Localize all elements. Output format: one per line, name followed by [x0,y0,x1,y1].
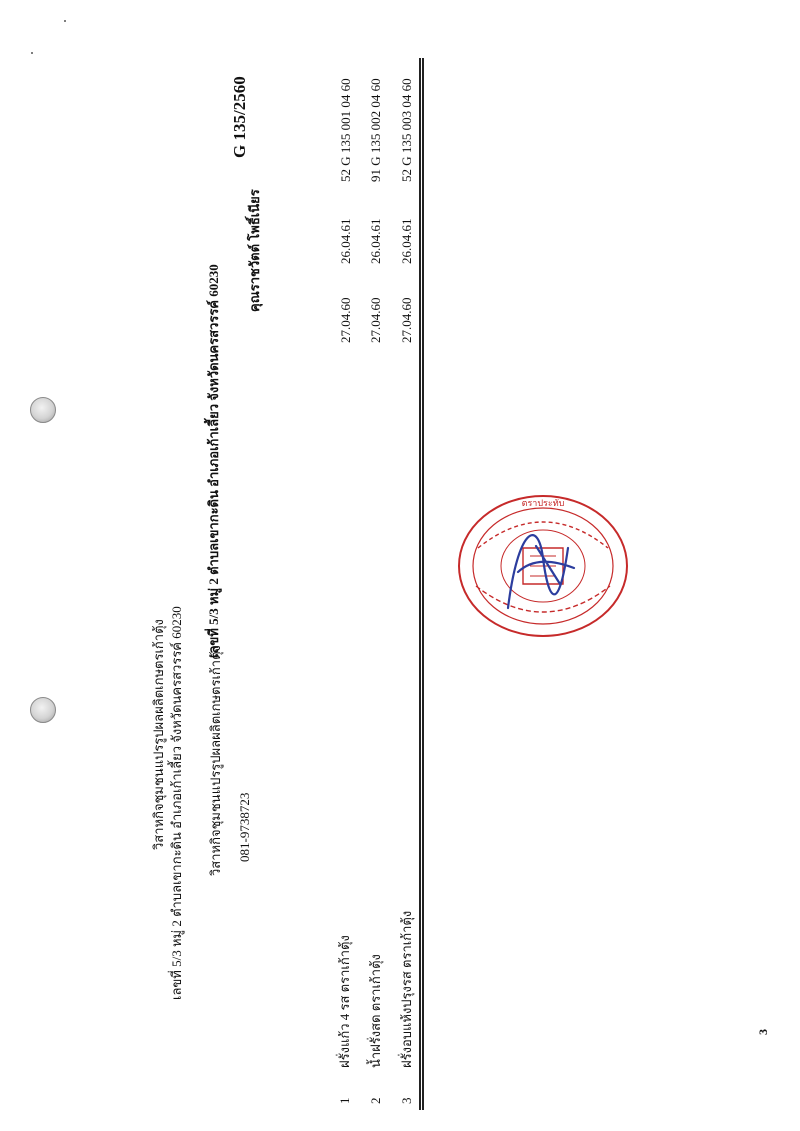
issue-date: 27.04.60 [338,297,353,343]
expiry-date: 26.04.61 [368,218,383,264]
row-number: 2 [368,1097,383,1104]
product-name: ฝรั่งแก้ว 4 รส ตราเก้าตุ้ง [337,935,352,1068]
product-code: 52 G 135 003 04 60 [399,78,414,182]
table-bottom-rule [419,58,421,1110]
issue-date: 27.04.60 [368,297,383,343]
product-code: 52 G 135 001 04 60 [338,78,353,182]
page-number: 3 [756,1029,770,1035]
phone-number: 081-9738723 [237,792,252,862]
scan-speck [31,52,33,54]
org-name-line-2: วิสาหกิจชุมชนแปรรูปผลผลิตเกษตรเก้าตุ้ง [208,645,223,876]
product-name: ฝรั่งอบแห้งปรุงรส ตราเก้าตุ้ง [399,910,414,1068]
row-number: 1 [337,1097,352,1104]
scan-speck [64,20,66,22]
product-name: น้ำฝรั่งสด ตราเก้าตุ้ง [368,954,383,1068]
signatory-name: คุณราชวัตต์ โพธิ์เนียร [247,189,262,312]
product-code: 91 G 135 002 04 60 [368,78,383,182]
address-line-1: เลขที่ 5/3 หมู่ 2 ตำบลเขากะดิน อำเภอเก้าเลี้ยว จังหวัดนครสวรรค์ 60230 [169,606,184,1000]
stamp-outer-text: ตราประทับ [521,499,565,509]
punch-hole-top [30,397,56,423]
expiry-date: 26.04.61 [338,218,353,264]
table-bottom-rule [422,58,424,1110]
issue-date: 27.04.60 [399,297,414,343]
org-name-line-1: วิสาหกิจชุมชนแปรรูปผลผลิตเกษตรเก้าตุ้ง [151,619,166,850]
expiry-date: 26.04.61 [399,218,414,264]
row-number: 3 [399,1097,414,1104]
certificate-number: G 135/2560 [230,76,249,158]
address-line-2: เลขที่ 5/3 หมู่ 2 ตำบลเขากะดิน อำเภอเก้าเลี้ยว จังหวัดนครสวรรค์ 60230 [206,264,221,658]
punch-hole-bottom [30,697,56,723]
official-seal-stamp [448,488,638,648]
